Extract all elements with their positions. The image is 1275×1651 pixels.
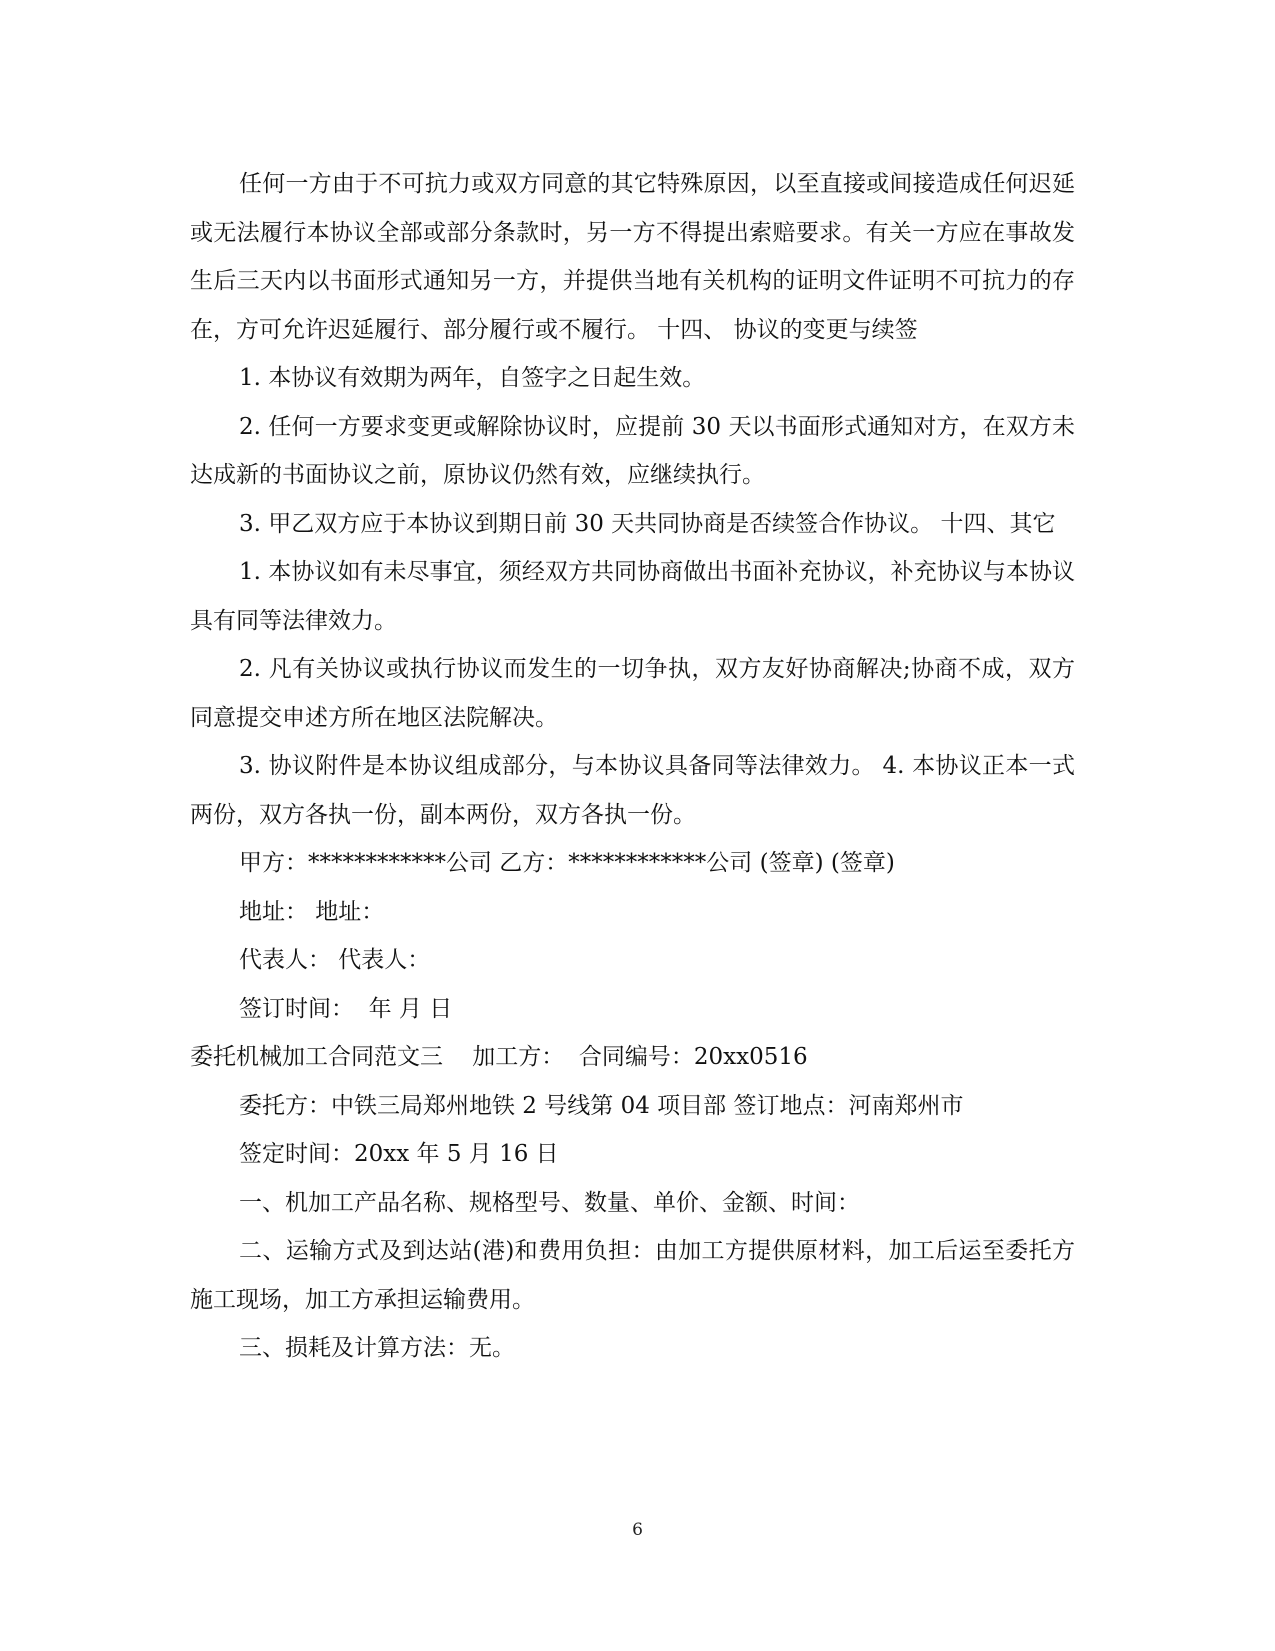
paragraph-attachments-copies: 3. 协议附件是本协议组成部分，与本协议具备同等法律效力。 4. 本协议正本一式两份，双方各执一份，副本两份，双方各执一份。 [190, 753, 1075, 828]
document-body [190, 160, 1075, 1373]
paragraph-validity-period: 1. 本协议有效期为两年，自签字之日起生效。 [239, 365, 706, 391]
contract-title-line: 委托机械加工合同范文三 加工方： 合同编号：20xx0516 [190, 1044, 808, 1070]
clause-loss-calculation: 三、损耗及计算方法：无。 [239, 1335, 515, 1361]
paragraph-supplementary-agreement: 1. 本协议如有未尽事宜，须经双方共同协商做出书面补充协议，补充协议与本协议具有同等法律效力。 [190, 559, 1075, 634]
page-number: 6 [632, 1520, 643, 1540]
clause-product-details: 一、机加工产品名称、规格型号、数量、单价、金额、时间： [239, 1189, 860, 1216]
signing-date-line: 签订时间： 年 月 日 [239, 995, 453, 1022]
paragraph-change-termination: 2. 任何一方要求变更或解除协议时，应提前 30 天以书面形式通知对方，在双方未达成新的书面协议之前，原协议仍然有效，应继续执行。 [190, 413, 1075, 488]
paragraph-dispute-resolution: 2. 凡有关协议或执行协议而发生的一切争执，双方友好协商解决;协商不成，双方同意提交申述方所在地区法院解决。 [190, 656, 1075, 731]
clause-transport: 二、运输方式及到达站(港)和费用负担：由加工方提供原材料，加工后运至委托方施工现场，加工方承担运输费用。 [190, 1238, 1075, 1313]
paragraph-renewal: 3. 甲乙双方应于本协议到期日前 30 天共同协商是否续签合作协议。 十四、其它 [239, 510, 1056, 537]
contract-date-line: 签定时间：20xx 年 5 月 16 日 [239, 1141, 559, 1167]
signature-parties-line: 甲方：************公司 乙方：************公司 (签章) (签章) [239, 850, 895, 876]
paragraph-force-majeure: 任何一方由于不可抗力或双方同意的其它特殊原因，以至直接或间接造成任何迟延或无法履行本协议全部或部分条款时，另一方不得提出索赔要求。有关一方应在事故发生后三天内以书面形式通知另一方，并提供当地有关机构的证明文件证明不可抗力的存在，方可允许迟延履行、部分履行或不履行。 十四、 协议的变更与续签 [190, 171, 1075, 343]
address-line: 地址： 地址： [239, 898, 385, 925]
client-location-line: 委托方：中铁三局郑州地铁 2 号线第 04 项目部 签订地点：河南郑州市 [239, 1092, 964, 1119]
representative-line: 代表人： 代表人： [239, 947, 431, 973]
